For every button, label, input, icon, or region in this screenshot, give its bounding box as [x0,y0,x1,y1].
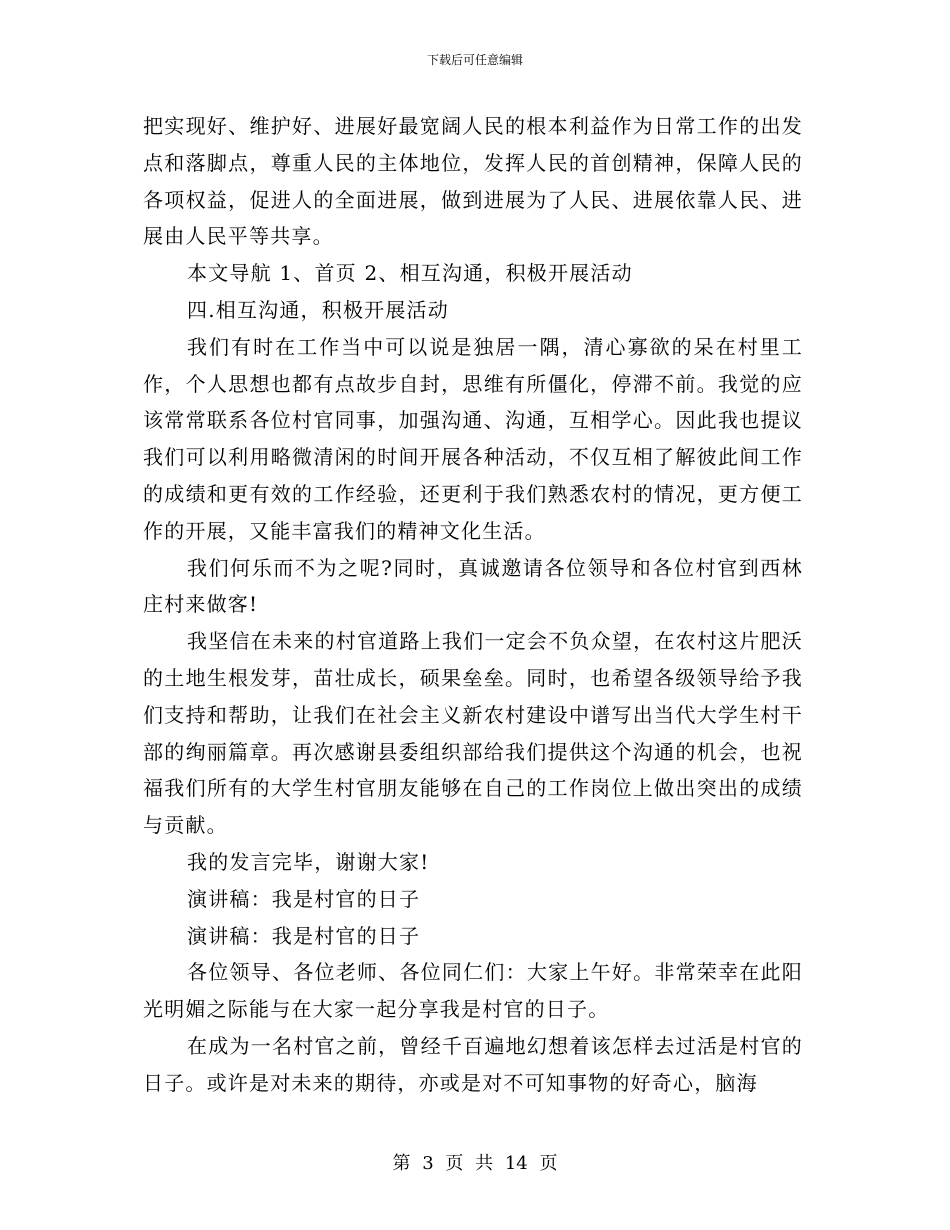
paragraph: 各位领导、各位老师、各位同仁们：大家上午好。非常荣幸在此阳光明媚之际能与在大家一起分享我是村官的日子。 [143,960,803,1022]
document-body [143,108,803,1102]
section-heading: 四.相互沟通，积极开展活动 [187,297,449,322]
paragraph: 我们有时在工作当中可以说是独居一隅，清心寡欲的呆在村里工作，个人思想也都有点故步自封，思维有所僵化，停滞不前。我觉的应该常常联系各位村官同事，加强沟通、沟通，互相学心。因此我也提议我们可以利用略微清闲的时间开展各种活动，不仅互相了解彼此间工作的成绩和更有效的工作经验，还更利于我们熟悉农村的情况，更方便工作的开展，又能丰富我们的精神文化生活。 [143,334,803,543]
paragraph: 我坚信在未来的村官道路上我们一定会不负众望，在农村这片肥沃的土地生根发芽，苗壮成长，硕果垒垒。同时，也希望各级领导给予我们支持和帮助，让我们在社会主义新农村建设中谱写出当代大学生村干部的绚丽篇章。再次感谢县委组织部给我们提供这个沟通的机会，也祝福我们所有的大学生村官朋友能够在自己的工作岗位上做出突出的成绩与贡献。 [143,629,803,838]
page-header: 下载后可任意编辑 [426,53,523,67]
paragraph: 在成为一名村官之前，曾经千百遍地幻想着该怎样去过活是村官的日子。或许是对未来的期待，亦或是对不可知事物的好奇心，脑海 [143,1033,803,1095]
paragraph: 我的发言完毕，谢谢大家! [187,849,430,874]
speech-title: 演讲稿：我是村官的日子 [187,923,421,948]
paragraph: 把实现好、维护好、进展好最宽阔人民的根本利益作为日常工作的出发点和落脚点，尊重人民的主体地位，发挥人民的首创精神，保障人民的各项权益，促进人的全面进展，做到进展为了人民、进展依靠人民、进展由人民平等共享。 [143,114,803,249]
speech-title: 演讲稿：我是村官的日子 [187,886,421,911]
page-number: 第 3 页 共 14 页 [392,1153,558,1174]
paragraph: 我们何乐而不为之呢?同时，真诚邀请各位领导和各位村官到西林庄村来做客! [143,555,803,617]
section-nav-line: 本文导航 1、首页 2、相互沟通，积极开展活动 [187,261,633,286]
